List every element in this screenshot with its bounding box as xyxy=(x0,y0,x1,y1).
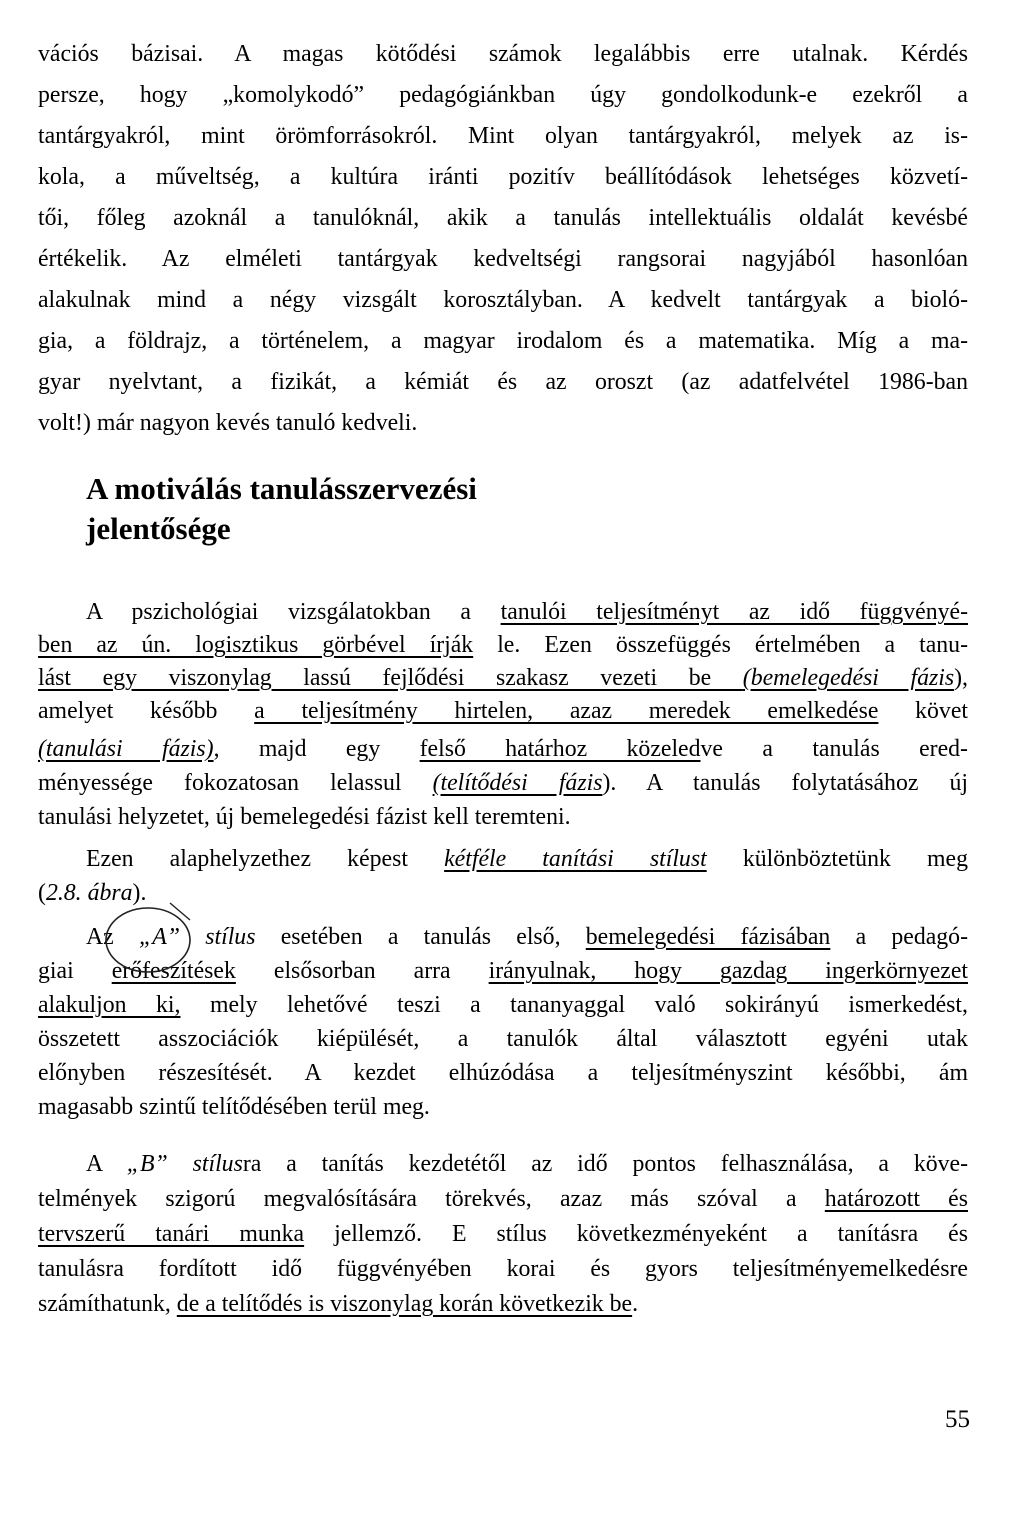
handwritten-underline: alakuljon ki, xyxy=(38,992,181,1018)
text-line xyxy=(86,921,968,953)
term-italic: „B” stílus xyxy=(126,1151,243,1177)
text-line xyxy=(38,767,968,799)
text-line: kola, a műveltség, a kultúra iránti pozitív beállítódások lehetséges közvetí- xyxy=(38,164,968,190)
text-line: alakulnak mind a négy vizsgált korosztályban. A kedvelt tantárgyak a bioló- xyxy=(38,287,968,313)
text-line xyxy=(38,955,968,987)
text-line: gia, a földrajz, a történelem, a magyar irodalom és a matematika. Míg a ma- xyxy=(38,328,968,354)
text-line xyxy=(38,695,968,727)
text-span: telmények szigorú megvalósítására törekvés, azaz más szóval a xyxy=(38,1186,825,1212)
term-italic: kétféle tanítási stílust xyxy=(444,846,707,872)
text-line xyxy=(38,662,968,694)
text-line: gyar nyelvtant, a fizikát, a kémiát és az oroszt (az adatfelvétel 1986-ban xyxy=(38,369,968,395)
term-italic: (telítődési fázis xyxy=(432,770,603,796)
handwritten-underline: lást egy viszonylag lassú fejlődési szakasz vezeti be xyxy=(38,665,743,691)
text-line xyxy=(38,877,968,909)
text-span: különböztetünk meg xyxy=(706,846,968,872)
text-line: összetett asszociációk kiépülését, a tanulók által választott egyéni utak xyxy=(38,1026,968,1052)
text-line xyxy=(86,843,968,875)
text-line: tői, főleg azoknál a tanulóknál, akik a tanulás intellektuális oldalát kevésbé xyxy=(38,205,968,231)
text-span: A xyxy=(86,1151,127,1177)
handwritten-underline: tervszerű tanári munka xyxy=(38,1221,305,1247)
text-span: követ xyxy=(878,698,968,724)
text-span: a pedagó- xyxy=(830,924,968,950)
text-span: esetében a tanulás első, xyxy=(255,924,586,950)
text-span: elsősorban arra xyxy=(235,958,489,984)
text-line: magasabb szintű telítődésében terül meg. xyxy=(38,1094,430,1120)
text-line xyxy=(38,629,968,661)
section-heading-line-1: A motiválás tanulásszervezési xyxy=(86,471,477,506)
text-line xyxy=(38,733,968,765)
handwritten-underline: bemelegedési fázisában xyxy=(585,924,831,950)
text-line xyxy=(38,989,968,1021)
handwritten-underline: a teljesítmény hirtelen, azaz meredek emelkedése xyxy=(254,698,879,724)
handwritten-underline: határozott és xyxy=(824,1186,968,1212)
handwritten-underline: ben az ún. logisztikus görbével írják xyxy=(38,632,474,658)
text-span: ), xyxy=(954,665,968,691)
text-span: giai xyxy=(38,958,112,984)
text-line: előnyben részesítését. A kezdet elhúzódása a teljesítményszint későbbi, ám xyxy=(38,1060,968,1086)
text-line: persze, hogy „komolykodó” pedagógiánkban úgy gondolkodunk-e ezekről a xyxy=(38,82,968,108)
handwritten-underline: irányulnak, hogy gazdag ingerkörnyezet xyxy=(488,958,969,984)
text-span: , majd egy xyxy=(213,736,420,762)
text-line: vációs bázisai. A magas kötődési számok legalábbis erre utalnak. Kérdés xyxy=(38,41,968,67)
figure-reference: 2.8. ábra xyxy=(45,880,133,906)
text-span: amelyet később xyxy=(38,698,255,724)
text-line: tanulási helyzetet, új bemelegedési fázist kell teremteni. xyxy=(38,804,571,830)
text-line: tanulásra fordított idő függvényében korai és gyors teljesítményemelkedésre xyxy=(38,1256,968,1282)
text-span: ). A tanulás folytatásához új xyxy=(602,770,968,796)
term-italic: (bemelegedési fázis xyxy=(742,665,955,691)
term-italic: (tanulási fázis) xyxy=(38,736,214,762)
handwritten-underline: felső határhoz közeled xyxy=(419,736,701,762)
text-line: tantárgyakról, mint örömforrásokról. Mint olyan tantárgyakról, melyek az is- xyxy=(38,123,968,149)
text-span: A pszichológiai vizsgálatokban a xyxy=(86,599,501,625)
text-span: ). xyxy=(132,880,147,906)
text-span: Ezen alaphelyzethez képest xyxy=(86,846,445,872)
section-heading-line-2: jelentősége xyxy=(86,511,231,546)
text-span: Az xyxy=(86,924,139,950)
text-span: mely lehetővé teszi a tananyaggal való sokirányú ismerkedést, xyxy=(180,992,968,1018)
text-span: ve a tanulás ered- xyxy=(700,736,968,762)
text-line xyxy=(38,1288,968,1320)
text-span: ( xyxy=(38,880,46,906)
text-span: . xyxy=(632,1291,639,1317)
text-line xyxy=(86,596,968,628)
text-line: volt!) már nagyon kevés tanuló kedveli. xyxy=(38,410,418,436)
text-line: értékelik. Az elméleti tantárgyak kedveltségi rangsorai nagyjából hasonlóan xyxy=(38,246,968,272)
text-span: ra a tanítás kezdetétől az idő pontos felhasználása, a köve- xyxy=(242,1151,968,1177)
text-span: ményessége fokozatosan lelassul xyxy=(38,770,433,796)
handwritten-underline: tanulói teljesítményt az idő függvényé- xyxy=(500,599,968,625)
text-line xyxy=(38,1183,968,1215)
handwritten-underline: de a telítődés is viszonylag korán következik be xyxy=(176,1291,633,1317)
text-line xyxy=(86,1148,968,1180)
page-number: 55 xyxy=(945,1406,970,1433)
handwritten-underline: erőfeszítések xyxy=(111,958,236,984)
text-span: jellemző. E stílus következményeként a tanításra és xyxy=(304,1221,968,1247)
text-span: számíthatunk, xyxy=(38,1291,177,1317)
term-italic: „A” stílus xyxy=(138,924,256,950)
text-span: le. Ezen összefüggés értelmében a tanu- xyxy=(473,632,969,658)
text-line xyxy=(38,1218,968,1250)
